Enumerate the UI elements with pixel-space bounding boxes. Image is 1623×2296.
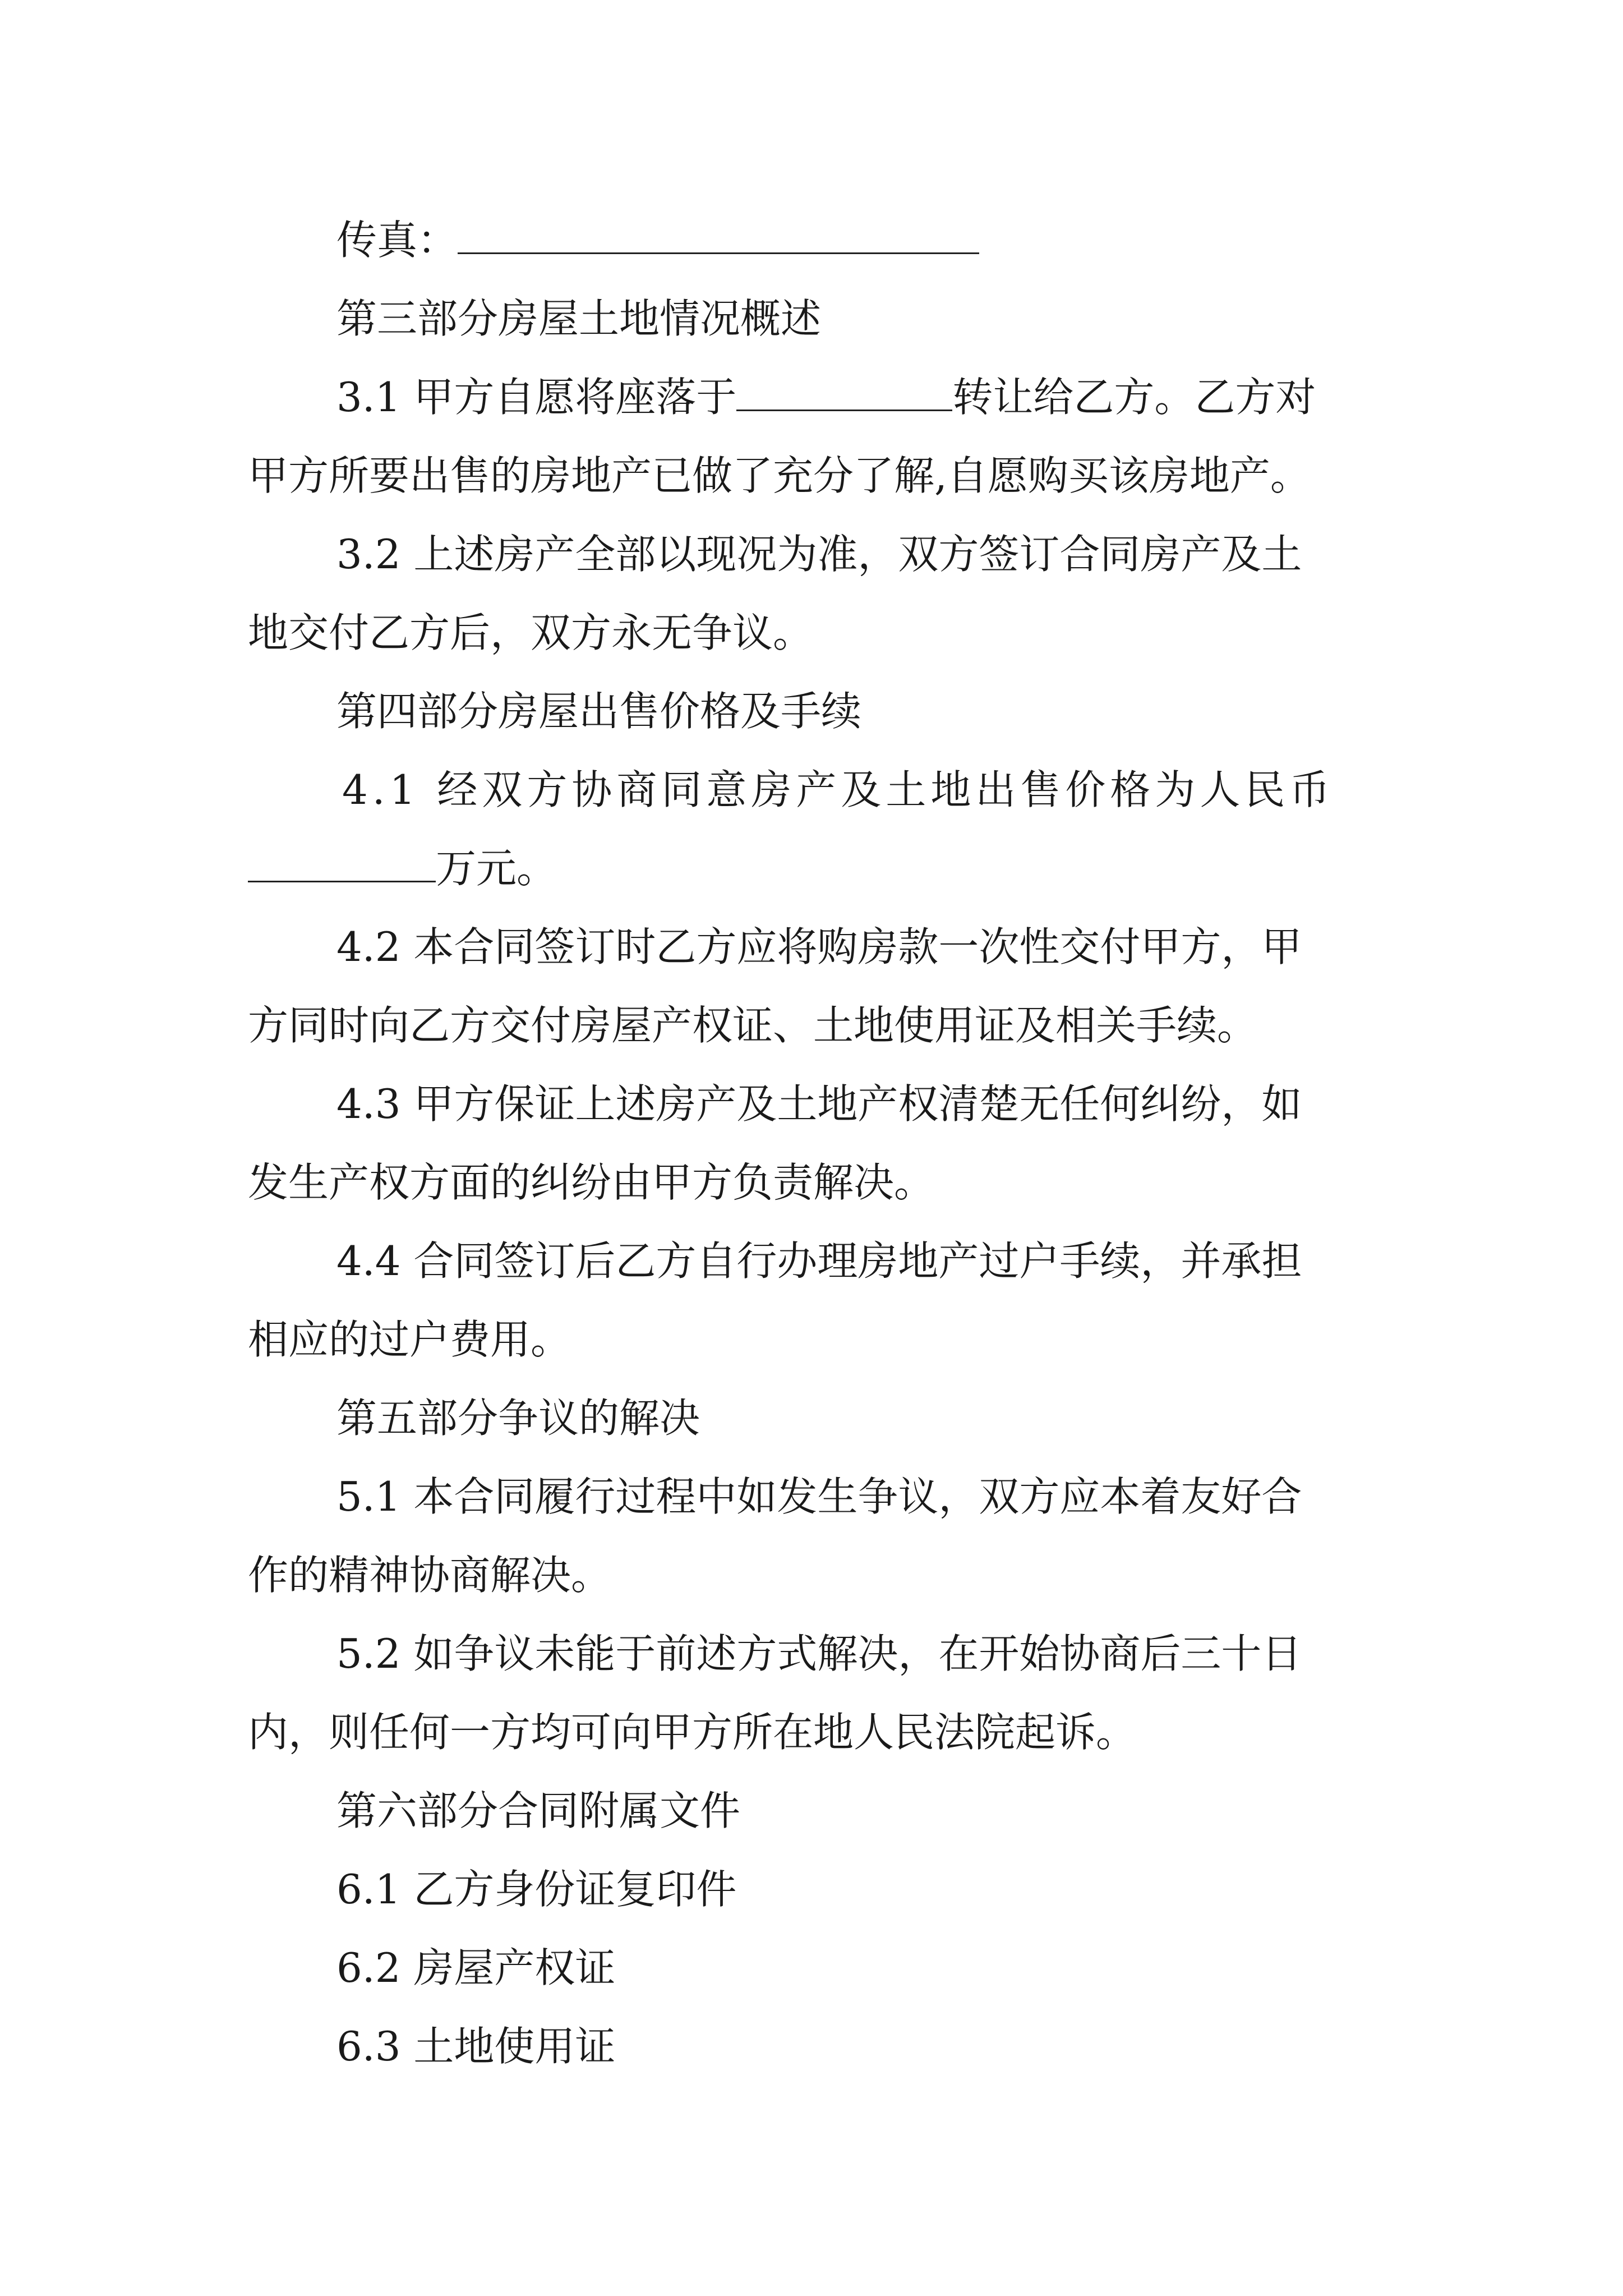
clause-4-1-line2: [248, 841, 557, 895]
clause-4-1-line1: 4.1 经双方协商同意房产及土地出售价格为人民币: [342, 766, 1335, 813]
attachment-6-2: 6.2 房屋产权证: [336, 1944, 616, 1991]
clause-4-4-line2: 相应的过户费用。: [248, 1316, 571, 1363]
clause-3-2-line2: 地交付乙方后，双方永无争议。: [248, 609, 814, 656]
clause-4-2-line2: 方同时向乙方交付房屋产权证、土地使用证及相关手续。: [248, 1002, 1258, 1049]
price-blank: [248, 845, 436, 882]
fax-label: 传真：: [336, 217, 458, 264]
attachment-6-1: 6.1 乙方身份证复印件: [336, 1866, 737, 1913]
part6-title: 第六部分合同附属文件: [336, 1787, 741, 1834]
location-blank: [736, 374, 952, 411]
clause-3-1-text-b: 转让给乙方。乙方对: [952, 374, 1316, 421]
clause-4-1-text-b: 万元。: [436, 845, 557, 892]
clause-4-3-line1: 4.3 甲方保证上述房产及土地产权清楚无任何纠纷，如: [336, 1080, 1302, 1128]
clause-4-4-line1: 4.4 合同签订后乙方自行办理房地产过户手续，并承担: [336, 1237, 1302, 1285]
clause-3-2-line1: 3.2 上述房产全部以现况为准，双方签订合同房产及土: [336, 531, 1302, 578]
clause-5-2-line2: 内，则任何一方均可向甲方所在地人民法院起诉。: [248, 1709, 1137, 1756]
clause-3-1-line2: 甲方所要出售的房地产已做了充分了解,自愿购买该房地产。: [248, 452, 1311, 499]
clause-4-3-line2: 发生产权方面的纠纷由甲方负责解决。: [248, 1159, 935, 1206]
part3-title: 第三部分房屋土地情况概述: [336, 295, 822, 342]
clause-5-1-line1: 5.1 本合同履行过程中如发生争议，双方应本着友好合: [336, 1473, 1302, 1520]
clause-5-1-line2: 作的精神协商解决。: [248, 1552, 612, 1599]
attachment-6-3: 6.3 土地使用证: [336, 2023, 616, 2070]
part4-title: 第四部分房屋出售价格及手续: [336, 688, 862, 735]
fax-line: [336, 213, 979, 267]
part5-title: 第五部分争议的解决: [336, 1395, 700, 1442]
fax-blank: [458, 217, 979, 254]
clause-3-1-line1: [336, 370, 1316, 424]
clause-4-2-line1: 4.2 本合同签订时乙方应将购房款一次性交付甲方，甲: [336, 923, 1302, 970]
clause-3-1-text-a: 3.1 甲方自愿将座落于: [336, 374, 737, 421]
clause-5-2-line1: 5.2 如争议未能于前述方式解决，在开始协商后三十日: [336, 1630, 1302, 1677]
